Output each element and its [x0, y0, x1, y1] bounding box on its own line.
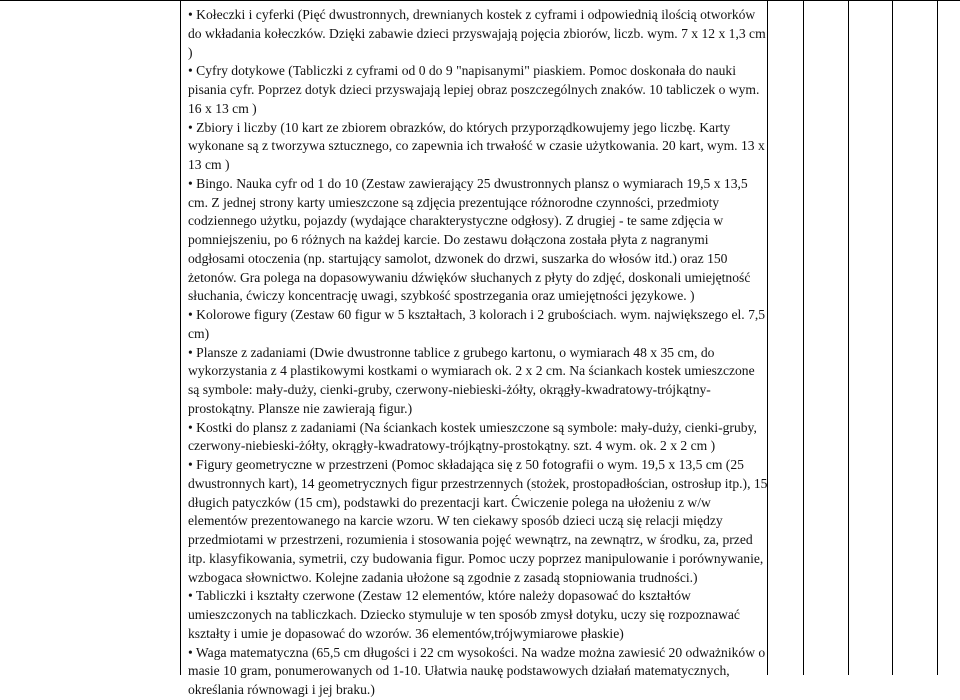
item-text: Waga matematyczna (65,5 cm długości i 22 cm wysokości. Na wadze można zawiesić 20 odważników o masie 10 gram, ponumerowanych od 1-10. Ułatwia naukę podstawowych działań matematycznych, określania równowagi i jej braku.) [188, 644, 766, 697]
item-text: Figury geometryczne w przestrzeni (Pomoc składająca się z 50 fotografii o wym. 19,5 x 13,5 cm (25 dwustronnych kart), 14 geometrycznych figur przestrzennych (stożek, prostopadłościan, ostrosłup itp.), 15 długich patyczków (15 cm), podstawki do prezentacji kart. Ćwiczenie polega na ułożeniu z w/w elementów prezentowanego na karcie wzoru. W ten ciekawy sposób dzieci uczą się relacji między przedmiotami w przestrzeni, rozumienia i stosowania pojęć wewnątrz, na zewnątrz, w środku, za, przed itp. klasyfikowania, symetrii, czy budowania figur. Pomoc uczy poprzez manipulowanie i porównywanie, wzbogaca słownictwo. Kolejne zadania ułożone są zgodnie z zasadą stopniowania trudności.) [188, 457, 768, 585]
list-item [188, 119, 768, 175]
item-text: Kołeczki i cyferki (Pięć dwustronnych, drewnianych kostek z cyframi i odpowiednią ilością otworków do wkładania kołeczków. Dzięki zabawie dzieci przyswajają pojęcia zbiorów, liczb. wym. 7 x 12 x 1,3 cm ) [188, 7, 766, 60]
item-text: Tabliczki i kształty czerwone (Zestaw 12 elementów, które należy dopasować do kształtów umieszczonych na tabliczkach. Dziecko stymuluje w ten sposób zmysł dotyku, uczy się rozpoznawać kształty i umie je dopasować do wzorów. 36 elementów,trójwymiarowe płaskie) [188, 588, 740, 641]
bullet-icon: • [188, 457, 193, 472]
bullet-icon: • [188, 588, 193, 604]
bullet-icon: • [188, 419, 193, 435]
column-divider [937, 0, 938, 675]
bullet-icon: • [188, 175, 193, 191]
list-item [188, 587, 768, 643]
list-item [188, 456, 768, 587]
list-item [188, 644, 768, 700]
list-item [188, 419, 768, 457]
item-text: Cyfry dotykowe (Tabliczki z cyframi od 0 do 9 "napisanymi" piaskiem. Pomoc doskonała do nauki pisania cyfr. Poprzez dotyk dzieci przyswajają lepiej obraz poszczególnych znaków. 10 tabliczek o wym. 16 x 13 cm ) [188, 63, 760, 116]
list-item [188, 344, 768, 419]
list-item [188, 306, 768, 344]
column-divider [892, 0, 893, 675]
column-divider [180, 0, 181, 675]
bullet-icon: • [188, 7, 193, 22]
list-item [188, 62, 768, 118]
bullet-icon: • [188, 63, 193, 79]
description-cell [188, 6, 768, 700]
item-text: Zbiory i liczby (10 kart ze zbiorem obrazków, do których przyporządkowujemy jego liczbę. Karty wykonane są z tworzywa sztucznego, co zapewnia ich trwałość w czasie użytkowania. 20 kart, wym. 13 x 13 cm ) [188, 119, 765, 172]
table-top-border [0, 0, 960, 1]
bullet-icon: • [188, 344, 193, 360]
column-divider [848, 0, 849, 675]
item-text: Kostki do plansz z zadaniami (Na ściankach kostek umieszczone są symbole: mały-duży, cienki-gruby, czerwony-niebieski-żółty, okrągły-kwadratowy-trójkątny-prostokątny. szt. 4 wym. ok. 2 x 2 cm ) [188, 419, 757, 454]
list-item [188, 175, 768, 306]
list-item [188, 6, 768, 62]
bullet-icon: • [188, 119, 193, 135]
bullet-icon: • [188, 644, 193, 660]
column-divider [803, 0, 804, 675]
item-text: Kolorowe figury (Zestaw 60 figur w 5 kształtach, 3 kolorach i 2 grubościach. wym. największego el. 7,5 cm) [188, 307, 766, 341]
item-text: Plansze z zadaniami (Dwie dwustronne tablice z grubego kartonu, o wymiarach 48 x 35 cm, do wykorzystania z 4 plastikowymi kostkami o wymiarach ok. 2 x 2 cm. Na ściankach kostek umieszczone są symbole: mały-duży, cienki-gruby, czerwony-niebieski-żółty, okrągły-kwadratowy-trójkątny-prostokątny. Plansze nie zawierają figur.) [188, 344, 755, 416]
item-text: Bingo. Nauka cyfr od 1 do 10 (Zestaw zawierający 25 dwustronnych plansz o wymiarach 19,5 x 13,5 cm. Z jednej strony karty umieszczone są zdjęcia prezentujące różnorodne czynności, przedmioty codziennego użytku, pojazdy (wydające charakterystyczne odgłosy). Z drugiej - te same zdjęcia w pomniejszeniu, po 6 różnych na każdej karcie. Do zestawu dołączona została płyta z nagranymi odgłosami otoczenia (np. startujący samolot, dzwonek do drzwi, suszarka do włosów itd.) oraz 150 żetonów. Gra polega na dopasowywaniu dźwięków słuchanych z płyty do zdjęć, doskonali umiejętność słuchania, ćwiczy koncentrację uwagi, szybkość spostrzegania oraz umiejętności językowe. ) [188, 175, 751, 304]
bullet-icon: • [188, 307, 193, 322]
